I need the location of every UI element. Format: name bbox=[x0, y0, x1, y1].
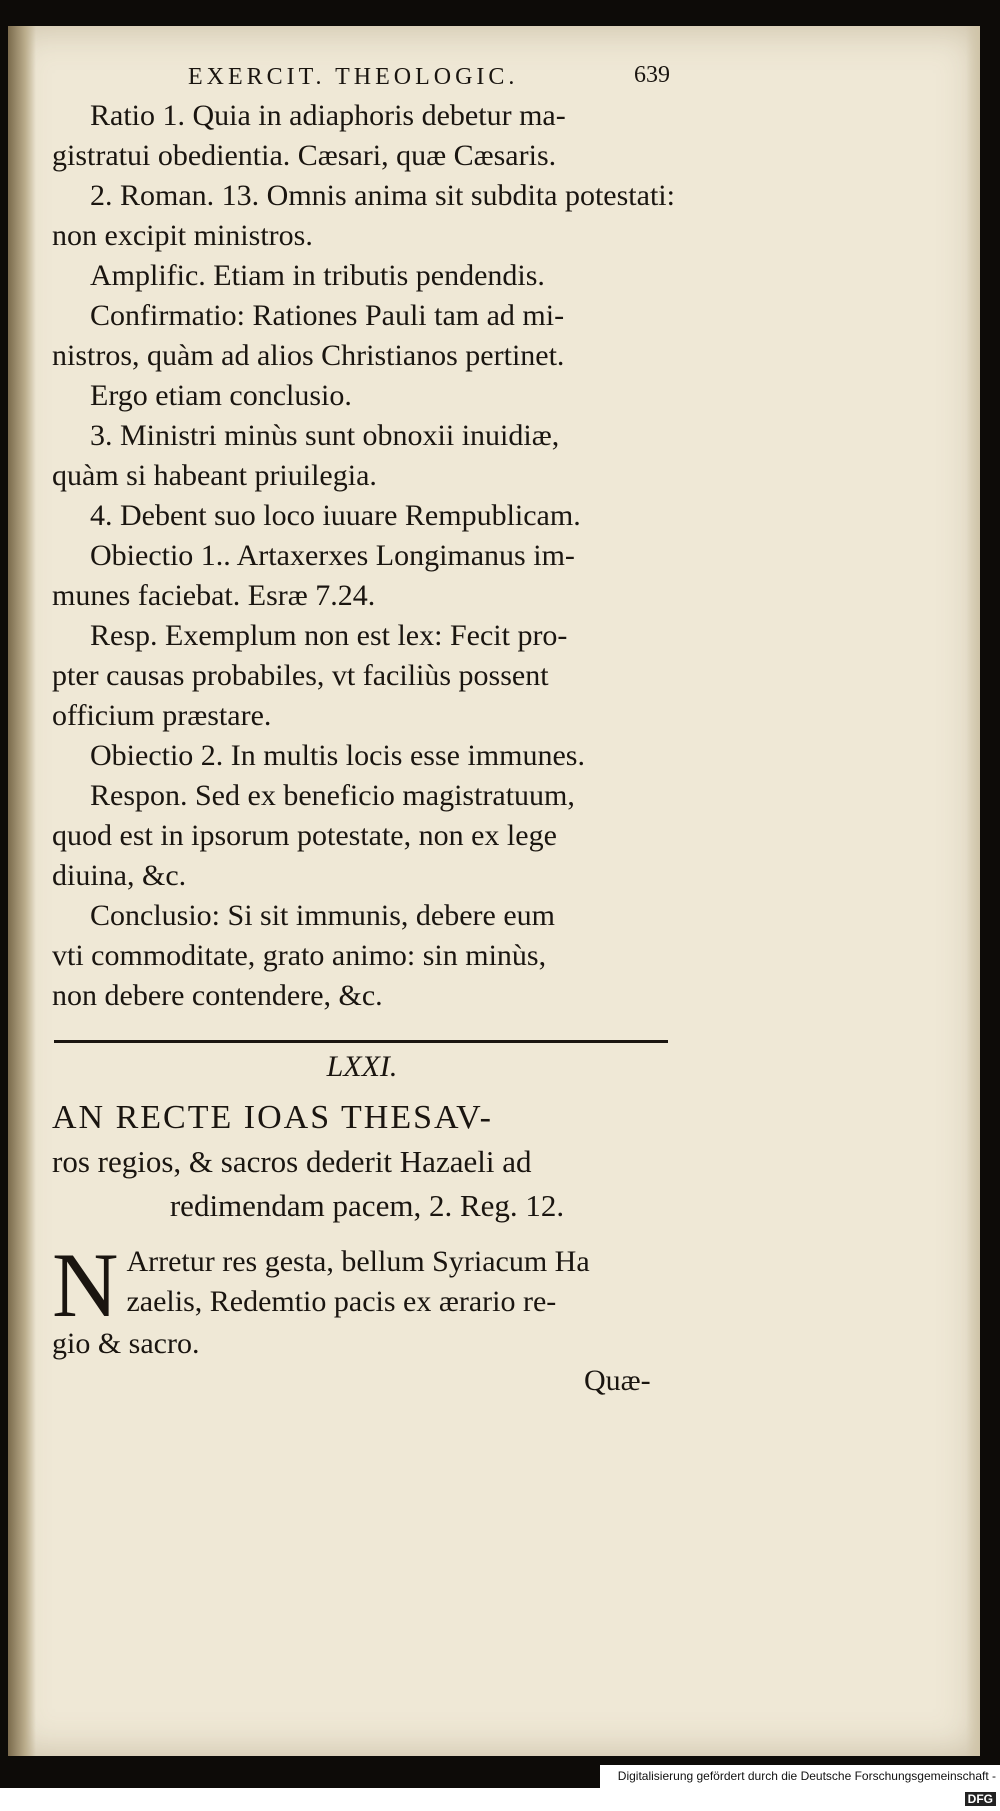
section-body bbox=[52, 1234, 692, 1364]
text-line: vti commoditate, grato animo: sin minùs, bbox=[52, 939, 547, 972]
catchword: Quæ- bbox=[584, 1364, 651, 1397]
text-line: Confirmatio: Rationes Pauli tam ad mi- bbox=[90, 299, 565, 332]
text-line: gio & sacro. bbox=[52, 1327, 200, 1360]
text-line: quod est in ipsorum potestate, non ex lege bbox=[52, 819, 557, 852]
text-line: diuina, &c. bbox=[52, 859, 187, 892]
text-line: zaelis, Redemtio pacis ex ærario re- bbox=[126, 1285, 557, 1318]
digitization-footer bbox=[600, 1765, 1000, 1806]
book-page bbox=[8, 26, 980, 1756]
text-line: non debere contendere, &c. bbox=[52, 979, 383, 1012]
text-line: non excipit ministros. bbox=[52, 219, 313, 252]
text-line: Ratio 1. Quia in adiaphoris debetur ma- bbox=[90, 99, 566, 132]
text-line: Obiectio 1.. Artaxerxes Longimanus im- bbox=[90, 539, 575, 572]
text-line: Arretur res gesta, bellum Syriacum Ha bbox=[126, 1245, 590, 1278]
title-line: ros regios, & sacros dederit Hazaeli ad bbox=[52, 1144, 532, 1179]
text-line: 2. Roman. 13. Omnis anima sit subdita potestati: bbox=[90, 179, 675, 212]
text-block-top bbox=[52, 96, 692, 1016]
text-line: Resp. Exemplum non est lex: Fecit pro- bbox=[90, 619, 568, 652]
text-line: Amplific. Etiam in tributis pendendis. bbox=[90, 259, 545, 292]
page-spine-shadow bbox=[8, 26, 36, 1756]
page-number: 639 bbox=[634, 62, 670, 88]
text-line: Conclusio: Si sit immunis, debere eum bbox=[90, 899, 555, 932]
section-rule bbox=[54, 1040, 668, 1043]
text-line: Obiectio 2. In multis locis esse immunes. bbox=[90, 739, 585, 772]
running-head: EXERCIT. THEOLOGIC. bbox=[188, 64, 519, 90]
text-line: Ergo etiam conclusio. bbox=[90, 379, 352, 412]
dfg-logo: DFG bbox=[965, 1792, 996, 1806]
text-line: quàm si habeant priuilegia. bbox=[52, 459, 377, 492]
section-title bbox=[52, 1096, 682, 1228]
text-line: gistratui obedientia. Cæsari, quæ Cæsaris. bbox=[52, 139, 557, 172]
text-line: officium præstare. bbox=[52, 699, 272, 732]
text-line: 4. Debent suo loco iuuare Rempublicam. bbox=[90, 499, 581, 532]
text-line: nistros, quàm ad alios Christianos pertinet. bbox=[52, 339, 565, 372]
text-line: munes faciebat. Esræ 7.24. bbox=[52, 579, 376, 612]
title-line: redimendam pacem, 2. Reg. 12. bbox=[169, 1188, 565, 1223]
page-edge bbox=[966, 26, 980, 1756]
drop-cap: N bbox=[52, 1234, 119, 1336]
text-line: 3. Ministri minùs sunt obnoxii inuidiæ, bbox=[90, 419, 560, 452]
text-line: pter causas probabiles, vt faciliùs possent bbox=[52, 659, 549, 692]
footer-text: Digitalisierung gefördert durch die Deutsche Forschungsgemeinschaft - bbox=[617, 1769, 996, 1783]
section-number: LXXI. bbox=[326, 1050, 398, 1083]
title-line: AN RECTE IOAS THESAV- bbox=[52, 1099, 493, 1136]
text-line: Respon. Sed ex beneficio magistratuum, bbox=[90, 779, 575, 812]
